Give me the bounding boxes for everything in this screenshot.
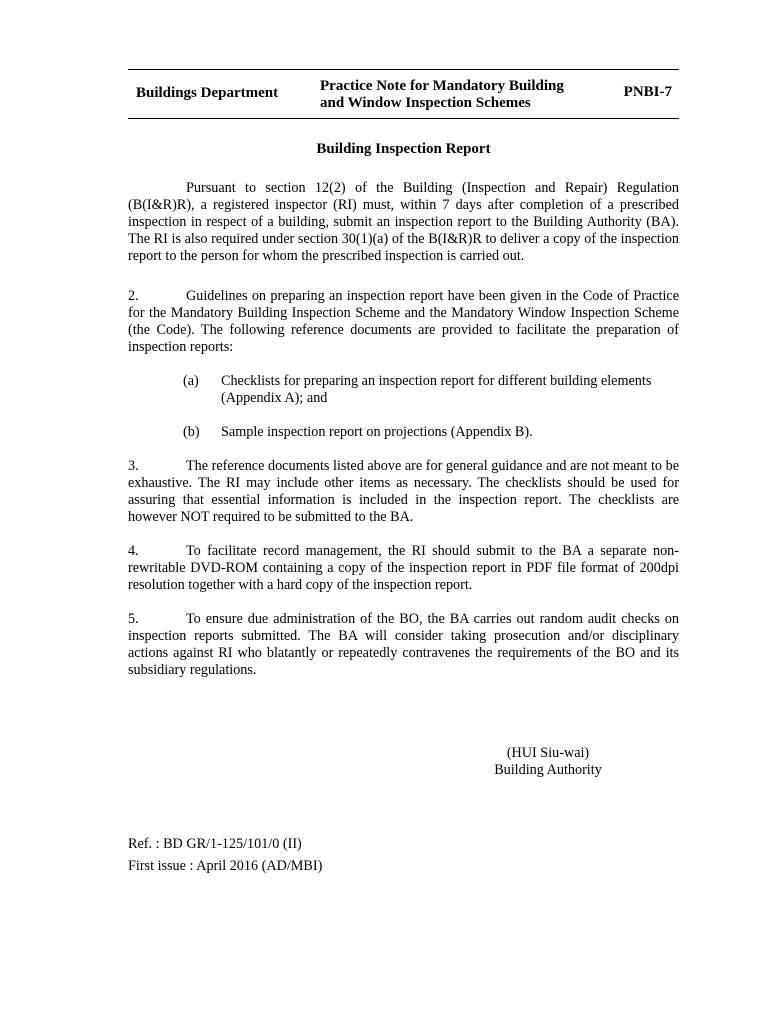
- practice-note-title-line2: and Window Inspection Schemes: [320, 95, 531, 111]
- page-header: [128, 69, 679, 119]
- paragraph-5-text: To ensure due administration of the BO, the BA carries out random audit checks on inspection reports submitted. The BA will consider taking prosecution and/or disciplinary actions against RI who blatantly or repeatedly contravenes the requirements of the BO and its subsidiary regulations.: [128, 611, 679, 678]
- paragraph-5: [128, 611, 679, 679]
- reference-number: Ref. : BD GR/1-125/101/0 (II): [128, 836, 302, 852]
- list-item-text: Checklists for preparing an inspection report for different building elements (Appendix A); and: [221, 373, 652, 406]
- list-item-text: Sample inspection report on projections (Appendix B).: [221, 424, 533, 440]
- paragraph-5-number: 5.: [128, 611, 139, 627]
- practice-note-code: PNBI-7: [623, 84, 672, 100]
- paragraph-2-number: 2.: [128, 288, 139, 304]
- paragraph-4-number: 4.: [128, 543, 139, 559]
- signatory-name: (HUI Siu-wai): [506, 745, 590, 761]
- paragraph-1: [128, 180, 679, 265]
- department-name: Buildings Department: [136, 85, 279, 101]
- paragraph-4-text: To facilitate record management, the RI should submit to the BA a separate non-rewritable DVD-ROM containing a copy of the inspection report in PDF file format of 200dpi resolution together with a hard copy of the inspection report.: [128, 543, 679, 593]
- paragraph-3: [128, 458, 679, 526]
- signatory-title: Building Authority: [494, 762, 602, 778]
- paragraph-3-number: 3.: [128, 458, 139, 474]
- practice-note-title: [320, 78, 564, 112]
- paragraph-3-text: The reference documents listed above are for general guidance and are not meant to be exhaustive. The RI may include other items as necessary. The checklists should be used for assuring that essential information is included in the inspection report. The checklists are however NOT required to be submitted to the BA.: [128, 458, 679, 525]
- paragraph-2-text: Guidelines on preparing an inspection report have been given in the Code of Practice for the Mandatory Building Inspection Scheme and the Mandatory Window Inspection Scheme (the Code). The following reference documents are provided to facilitate the preparation of inspection reports:: [128, 288, 679, 355]
- paragraph-1-text: Pursuant to section 12(2) of the Building (Inspection and Repair) Regulation (B(I&R)R), a registered inspector (RI) must, within 7 days after completion of a prescribed inspection in respect of a building, submit an inspection report to the Building Authority (BA). The RI is also required under section 30(1)(a) of the B(I&R)R to deliver a copy of the inspection report to the person for whom the prescribed inspection is carried out.: [128, 180, 679, 264]
- list-item-label: (a): [183, 373, 199, 389]
- practice-note-title-line1: Practice Note for Mandatory Building: [320, 78, 564, 94]
- list-item-label: (b): [183, 424, 200, 440]
- reference-block: [128, 833, 322, 877]
- document-title: Building Inspection Report: [316, 141, 491, 157]
- signature-block: [478, 745, 618, 779]
- first-issue-date: First issue : April 2016 (AD/MBI): [128, 858, 323, 874]
- paragraph-2: [128, 288, 679, 356]
- paragraph-4: [128, 543, 679, 594]
